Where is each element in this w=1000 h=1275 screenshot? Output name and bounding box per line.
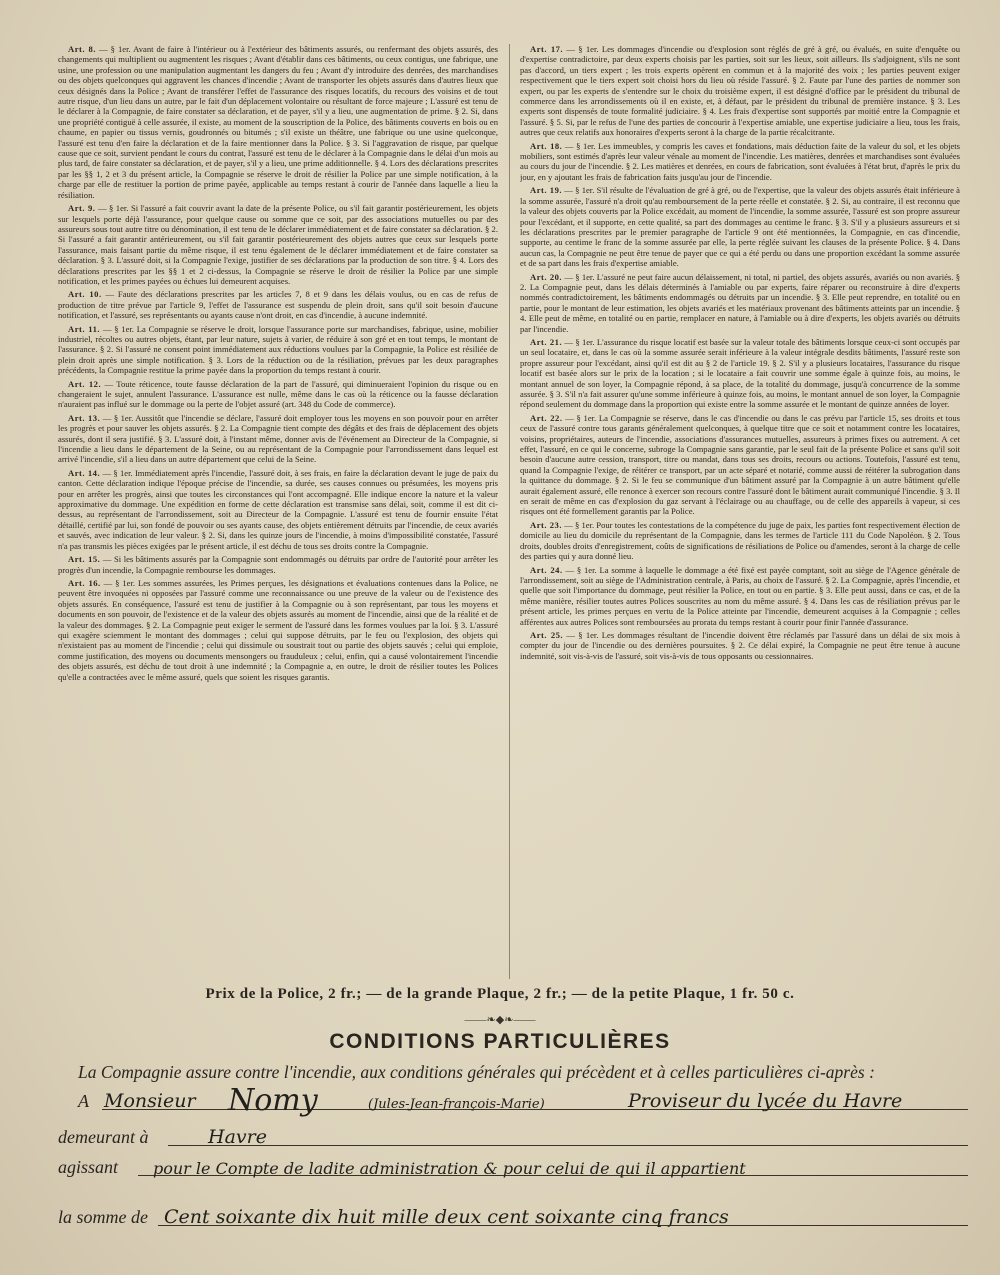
article-number: Art. 13.	[68, 412, 101, 423]
residence-row	[58, 1120, 968, 1152]
article-paragraph	[520, 141, 960, 183]
article-text: — § 1er. Aussitôt que l'incendie se déclare, l'assuré doit employer tous les moyens en son pouvoir pour en arrêter les progrès et pour sauver les objets assurés. § 2. La Compagnie tient compte des dégâts et des frais de déplacement des objets assurés, dont il sera justifié. § 3. L'assuré doit, à l'instant même, donner avis de l'événement au Directeur de la Compagnie, si l'incendie a lieu dans le département de la Seine, ou au représentant de la Compagnie pour l'arrondissement dans lequel est arrivé l'incendie, s'il a lieu dans un autre département que celui de la Seine.	[58, 412, 498, 465]
article-text: — § 1er. Les sommes assurées, les Primes perçues, les désignations et évaluations contenues dans la Police, ne peuvent être invoquées ni opposées par l'assuré comme une reconnaissance ou une preuve de la valeur ou de l'existence des objets assurés. En conséquence, l'assuré est tenu de justifier à la Compagnie ou à son représentant, par tous les moyens et documents en son pouvoir, de l'existence et de la valeur des objets assurés au moment de l'incendie, ainsi que de la réalité et de la valeur des dommages. § 2. La Compagnie peut exiger le serment de l'assuré dans les formes voulues par la loi. § 3. L'assuré qui exagère sciemment le montant des dommages ; celui qui suppose détruits, par le feu ou l'explosion, des objets qui n'existaient pas au moment de l'incendie ; celui qui dissimule ou soustrait tout ou partie des objets sauvés ; celui qui emploie, comme justification, des moyens ou documents mensongers ou frauduleux ; celui, enfin, qui a causé volontairement l'incendie des objets assurés, est déchu de tout droit à une indemnité ; la Compagnie a, en outre, le droit de résilier toutes les Polices qu'elle a contractées avec le même assuré, quels que soient les risques garantis.	[58, 577, 498, 682]
handwritten-surname: Nomy	[228, 1083, 318, 1118]
article-number: Art. 24.	[530, 564, 563, 575]
article-number: Art. 25.	[530, 629, 564, 640]
article-text: — § 1er. Les immeubles, y compris les caves et fondations, mais déduction faite de la valeur du sol, et les objets mobiliers, sont estimés d'après leur valeur vénale au moment de l'incendie. Les matières, denrées et marchandises sont évaluées au cours du jour de l'incendie. § 2. Les matières et denrées, en cours de fabrication, sont évaluées à l'état brut, d'après le prix du jour, en y ajoutant les frais de fabrication faits jusqu'au jour de l'incendie.	[520, 140, 960, 182]
article-text: — Toute réticence, toute fausse déclaration de la part de l'assuré, qui diminueraient l'opinion du risque ou en changeraient le sujet, annulent l'assurance. L'assurance est nulle, même dans le cas où la réticence ou la fausse déclaration n'auraient pas influé sur le dommage ou la perte de l'objet assuré (art. 348 du Code de commerce).	[58, 378, 498, 410]
article-paragraph	[58, 289, 498, 320]
article-text: — § 1er. L'assuré ne peut faire aucun délaissement, ni total, ni partiel, des objets assurés, avariés ou non avariés. § 2. La Compagnie peut, dans les délais déterminés à l'amiable ou par experts, faire réparer ou reconstruire à dire d'experts nommés contradictoirement, les bâtiments endommagés ou détruits par un incendie. § 3. Elle peut reprendre, en totalité ou en partie, pour le montant de leur estimation, les objets avariés et les matériaux provenant des bâtiments atteints par un incendie. § 4. Elle peut de même, en totalité ou en partie, remplacer en nature, à l'amiable ou à dire d'experts, les objets avariés ou détruits par l'incendie.	[520, 271, 960, 334]
acting-row	[58, 1150, 968, 1182]
article-text: — § 1er. Pour toutes les contestations de la compétence du juge de paix, les parties font respectivement élection de domicile au lieu du domicile du représentant de la Compagnie, dans les termes de l'article 111 du Code Napoléon. § 2. Tous droits, doubles droits d'enregistrement, coûts de significations de résiliations de Police ou d'amendes, seront à la charge de celle des parties qui y aura donné lieu.	[520, 519, 960, 562]
handwritten-given-names: (Jules-Jean-françois-Marie)	[368, 1097, 545, 1112]
handwritten-role: Proviseur du lycée du Havre	[628, 1090, 903, 1112]
article-text: — § 1er. Les dommages d'incendie ou d'explosion sont réglés de gré à gré, ou évalués, en suite d'enquête ou d'expertise contradictoire, par deux experts choisis par les parties, soit sur les lieux, soit ailleurs. Ils s'adjoignent, s'ils ne sont pas d'accord, un tiers expert ; les trois experts opèrent en commun et à la majorité des voix ; les parties peuvent exiger respectivement que le tiers expert soit choisi hors du lieu où réside l'assuré. § 2. Faute par l'une des parties de nommer son expert, ou par les experts de s'entendre sur le choix du troisième expert, il est désigné d'office par le président du tribunal de commerce dans les arrondissements où il en existe, et, à défaut, par le président du tribunal de première instance. § 3. Les experts sont dispensés de toute formalité judiciaire. § 4. Les frais d'expertise sont supportés par moitié entre la Compagnie et l'assuré. § 5. Si, par le refus de l'une des parties de concourir à l'expertise amiable, une expertise judiciaire a lieu, tous les frais, autres que ceux relatifs aux honoraires d'experts seront à la charge de la partie récalcitrante.	[520, 44, 960, 138]
insured-name-row	[58, 1084, 968, 1116]
right-column	[520, 44, 960, 984]
intro-text: La Compagnie assure contre l'incendie, aux conditions générales qui précèdent et à celles particulières ci-après :	[78, 1062, 875, 1082]
article-number: Art. 9.	[68, 203, 96, 214]
article-text: — § 1er. Avant de faire à l'intérieur ou à l'extérieur des bâtiments assurés, ou renfermant des objets assurés, des changements qui multiplient ou augmentent les risques ; Avant d'établir dans ces bâtiments, ou ceux contigus, une fabrique, une usine, une profession ou une manipulation augmentant les dangers du feu ; Avant d'y introduire des denrées, des marchandises ou des objets quelconques qui aggravent les chances d'incendie ; Avant de transporter les objets assurés dans d'autres lieux que ceux désignés dans la Police ; Avant de transférer l'effet de l'assurance des risques locatifs, du recours des voisins et de tout autre risque, d'un lieu dans un autre, par le fait d'un déplacement volontaire ou résultant de force majeure ; L'assuré est tenu de le déclarer à la Compagnie, de faire constater sa déclaration, et de payer, s'il y a lieu, une augmentation de prime. § 2. Si, dans une propriété contiguë à celle assurée, il existe, au moment de la souscription de la Police, des bâtiments couverts en bois ou en chaume, en papier ou tissus vernis, goudronnés ou bitumés ; s'il existe un théâtre, une fabrique ou une usine quelconque, l'assuré est tenu d'en faire la déclaration et de la faire mentionner dans la Police. § 3. Si l'aggravation de risque, par quelque cause que ce soit, survient pendant le cours du contrat, l'assuré est tenu de le déclarer à la Compagnie dans le délai d'un mois au plus tard, de faire constater sa déclaration, et de payer, s'il y a lieu, une prime additionnelle. § 4. Lors des déclarations prescrites par les §§ 1, 2 et 3 du présent article, la Compagnie se réserve le droit de résilier la Police par une simple notification, à la charge par elle de restituer la portion de prime payée, applicable au temps restant à courir de l'année dans laquelle a lieu la résiliation.	[58, 44, 498, 200]
article-text: — § 1er. L'assurance du risque locatif est basée sur la valeur totale des bâtiments lorsque ceux-ci sont occupés par un seul locataire, et, dans le cas où la somme assurée serait inférieure à la valeur intégrale desdits bâtiments, l'assuré reste son propre assureur pour l'excédant, ainsi qu'il est dit au § 2 de l'article 19. § 2. S'il y a plusieurs locataires, l'assurance du risque locatif est basée alors sur le prix de la location ; si le locataire a fait couvrir une somme égale à quinze fois, au moins, le montant annuel de son loyer, la Compagnie répond, à sa place, de la totalité du dommage, jusqu'à concurrence de la somme assurée. § 3. S'il n'a fait assurer qu'une somme inférieure à quinze fois, au moins, le montant annuel de son loyer, la Compagnie répond seulement du dommage dans la proportion qui existe entre la somme assurée et le montant de quinze années de loyer.	[520, 336, 960, 410]
article-number: Art. 20.	[530, 271, 563, 282]
article-number: Art. 16.	[68, 577, 101, 588]
article-text: — § 1er. La somme à laquelle le dommage a été fixé est payée comptant, soit au siège de l'Agence générale de l'arrondissement, soit au siège de l'Administration centrale, à Paris, au choix de l'assuré. § 2. La Compagnie, après l'incendie, et quelle que soit l'importance du dommage, peut résilier la Police, en tout ou en partie. § 3. Elle peut aussi, dans ce cas, et de la même manière, résilier toutes autres Polices souscrites au nom du même assuré. § 4. Dans les cas de résiliation prévus par le présent article, les primes perçues en vertu de la Police atteinte par l'incendie, demeurent acquises à la Compagnie ; celles afférentes aux autres Polices sont remboursées au prorata du temps restant à courir pour finir l'année d'assurance.	[520, 564, 960, 627]
price-line: Prix de la Police, 2 fr.; — de la grande Plaque, 2 fr.; — de la petite Plaque, 1 fr. 50 c.	[205, 986, 795, 1002]
residence-underline	[168, 1145, 968, 1146]
article-paragraph	[520, 520, 960, 562]
article-paragraph	[58, 413, 498, 465]
article-paragraph	[58, 379, 498, 410]
article-text: — § 1er. Les dommages résultant de l'incendie doivent être réclamés par l'assuré dans un délai de six mois à compter du jour de l'incendie ou des dernières poursuites. § 2. Ce délai expiré, la Compagnie ne peut être tenue à aucune indemnité, soit vis-à-vis de l'assuré, soit vis-à-vis de tous opposants ou cessionnaires.	[520, 629, 960, 661]
article-paragraph	[58, 578, 498, 682]
left-column	[58, 44, 498, 984]
article-number: Art. 10.	[68, 289, 102, 300]
article-paragraph	[58, 324, 498, 376]
article-number: Art. 22.	[530, 412, 563, 423]
article-paragraph	[520, 185, 960, 268]
agissant-label: agissant	[58, 1157, 119, 1177]
a-label: A	[78, 1091, 89, 1111]
article-text: — § 1er. S'il résulte de l'évaluation de gré à gré, ou de l'expertise, que la valeur des objets assurés était inférieure à la somme assurée, l'assuré n'a droit qu'au remboursement de la perte réelle et constatée. § 2. Si, au contraire, il est reconnu que la valeur des objets couverts par la Police excédait, au moment de l'incendie, la somme assurée, l'assuré est son propre assureur pour l'excédant, et il supporte, en cette qualité, sa part des dommages au centime le franc. § 3. S'il y a plusieurs assureurs et si les déclarations prescrites par le premier paragraphe de l'article 9 ont été mentionnées, la Compagnie, en cas d'incendie, supporte, au centime le franc de la somme assurée par elle, la perte réglée suivant les clauses de la présente Police. § 4. Dans aucun cas, la Compagnie ne peut être tenue de payer que ce qui a été perdu ou dans une proportion excédant la somme assurée et de sa part dans les frais d'expertise amiable.	[520, 185, 960, 269]
demeurant-label: demeurant à	[58, 1127, 149, 1147]
sum-row	[58, 1200, 968, 1232]
article-text: — Faute des déclarations prescrites par les articles 7, 8 et 9 dans les délais voulus, ou en cas de refus de production de titre prévue par l'article 9, l'effet de l'assurance est suspendu de plein droit, sans qu'il soit besoin d'aucune notification, et l'assuré, ses représentants ou ayants cause n'ont droit, en cas d'incendie, à aucune indemnité.	[58, 289, 498, 321]
article-text: — Si les bâtiments assurés par la Compagnie sont endommagés ou détruits par ordre de l'autorité pour arrêter les progrès d'un incendie, la Compagnie rembourse les dommages.	[58, 554, 498, 575]
ornament-divider: ——❧◆❧——	[464, 1014, 536, 1026]
somme-label: la somme de	[58, 1207, 148, 1227]
article-paragraph	[58, 554, 498, 575]
article-number: Art. 21.	[530, 336, 563, 347]
article-text: — § 1er. Immédiatement après l'incendie, l'assuré doit, à ses frais, en faire la déclaration devant le juge de paix du canton. Cette déclaration indique l'époque précise de l'incendie, sa durée, ses causes connues ou présumées, les moyens pris pour en arrêter les progrès, ainsi que toutes les circonstances qui l'ont accompagné. Elle indique encore la nature et la valeur approximative du dommage. Une expédition en forme de cette déclaration est transmise sans délai, soit, comme il est dit ci-dessus, au représentant de l'arrondissement, soit au Directeur de la Compagnie. L'assuré est tenu de fournir ensuite l'état détaillé, certifié par lui, son fondé de pouvoir ou ses ayants cause, des objets entièrement détruits par l'incendie, de ceux avariés et sauvés, avec indication de leur valeur. § 2. Si, dans les quinze jours de l'incendie, à moins d'impossibilité constatée, l'assuré n'a pas transmis les pièces exigées par le présent article, il est déchu de tous ses droits contre la Compagnie.	[58, 467, 498, 551]
article-number: Art. 8.	[68, 44, 96, 54]
article-paragraph	[58, 44, 498, 200]
article-paragraph	[520, 413, 960, 517]
article-paragraph	[520, 272, 960, 334]
column-divider	[509, 44, 510, 979]
article-number: Art. 11.	[68, 323, 101, 334]
article-number: Art. 17.	[530, 44, 564, 54]
article-paragraph	[520, 44, 960, 138]
article-number: Art. 23.	[530, 519, 562, 530]
general-conditions	[58, 44, 960, 984]
article-text: — § 1er. Si l'assuré a fait couvrir avant la date de la présente Police, ou s'il fait garantir postérieurement, les objets sur lesquels porte déjà l'assurance, pour quelque cause ou somme que ce soit, par des associations mutuelles ou par des assureurs sous tout autre titre ou dénomination, il est tenu de le déclarer immédiatement et de faire constater sa déclaration. § 2. Si l'assuré a fait garantir antérieurement, ou s'il fait garantir postérieurement des objets autres que ceux sur lesquels porte l'assurance, mais faisant partie du même risque, il est tenu également de le déclarer immédiatement et de faire constater sa déclaration. § 3. L'assuré doit, si la Compagnie l'exige, justifier de ses déclarations par la production de son titre. § 4. Lors des déclarations prescrites par les §§ 1 et 2 ci-dessus, la Compagnie se réserve le droit de résilier la Police par une simple notification, et les primes payées ou échues lui demeurent acquises.	[58, 203, 498, 286]
article-text: — § 1er. La Compagnie se réserve le droit, lorsque l'assurance porte sur marchandises, fabrique, usine, mobilier industriel, récoltes ou autres objets, étant, par leur nature, sujets à varier, de réduire à son gré et en tout temps, le montant de l'assurance. § 2. Si l'assuré ne consent point immédiatement aux réductions voulues par la Compagnie, la Police est résiliée de plein droit après une simple notification. § 3. Lors de la réduction ou de la résiliation, prévues par les deux paragraphes précédents, la Compagnie restitue la prime payée dans la proportion du temps restant à courir.	[58, 323, 498, 376]
article-number: Art. 15.	[68, 554, 101, 565]
article-paragraph	[58, 203, 498, 286]
article-paragraph	[520, 630, 960, 661]
handwritten-title: Monsieur	[104, 1090, 196, 1112]
article-text: — § 1er. La Compagnie se réserve, dans le cas d'incendie ou dans le cas prévu par l'article 15, ses droits et tous ceux de l'assuré contre tous garants généralement quelconques, à quelque titre que ce soit et notamment contre les locataires, voisins, propriétaires, auteurs de l'incendie, associations d'assurances mutuelles, assureurs à primes fixes ou autrement. A cet effet, l'assuré, en ce qui le concerne, subroge la Compagnie sans garantie, par le seul fait de la présente Police et sans qu'il soit besoin d'aucune autre cession, transport, titre ou mandat, dans tous ses droits, recours ou actions. Toutefois, l'assuré est tenu, quand la Compagnie l'exige, de réitérer ce transport, par un acte séparé et notarié, comme aussi de réitérer la subrogation dans la quittance du dommage. § 2. Si le feu se communique d'un bâtiment assuré par la Compagnie à un autre bâtiment qu'elle aurait également assuré, elle renonce à exercer son recours contre l'assuré dont le bâtiment aurait communiqué l'incendie. § 3. Il en serait de même en cas d'explosion du gaz servant à l'éclairage ou au chauffage, ou de celle des appareils à vapeur, si ces risques ont été formellement garantis par la Police.	[520, 412, 960, 517]
article-number: Art. 19.	[530, 185, 563, 196]
article-paragraph	[58, 468, 498, 551]
article-number: Art. 14.	[68, 467, 101, 478]
article-number: Art. 18.	[530, 140, 563, 151]
handwritten-residence: Havre	[208, 1126, 267, 1148]
article-paragraph	[520, 337, 960, 410]
article-paragraph	[520, 565, 960, 627]
handwritten-acting: pour le Compte de ladite administration & pour celui de qui il appartient	[153, 1159, 746, 1178]
handwritten-sum: Cent soixante dix huit mille deux cent soixante cinq francs	[164, 1206, 729, 1228]
article-number: Art. 12.	[68, 378, 102, 389]
section-title: CONDITIONS PARTICULIÈRES	[329, 1030, 671, 1053]
